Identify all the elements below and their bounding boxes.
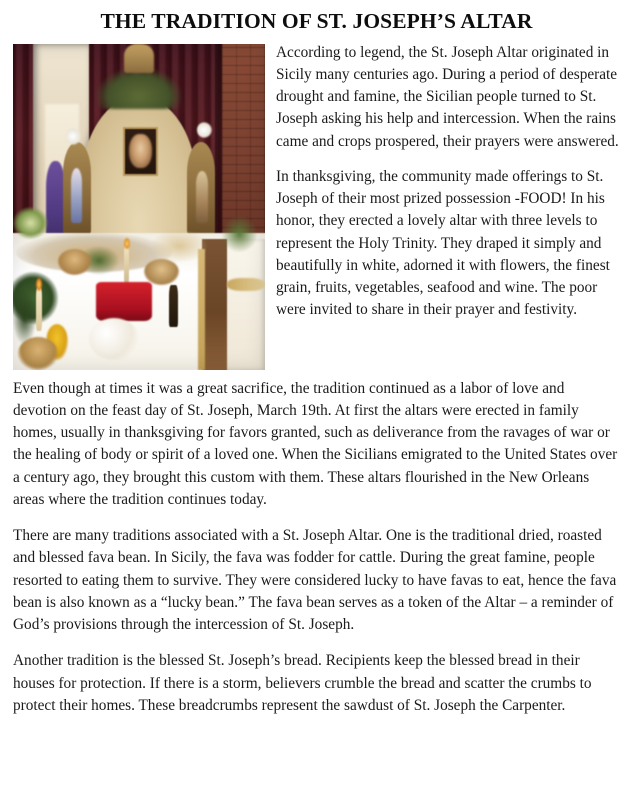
body-paragraph-5: Another tradition is the blessed St. Joseph’s bread. Recipients keep the blessed bread in their houses for protection. If there is a storm, believers crumble the bread and scatter the crumbs to protect their homes. These breadcrumbs represent the sawdust of St. Joseph the Carpenter. — [13, 652, 592, 714]
body-paragraph-4: There are many traditions associated with a St. Joseph Altar. One is the traditional dried, roasted and blessed fava bean. In Sicily, the fava was fodder for cattle. During the great famine, people resorted to eating them to survive. They were considered lucky to have favas to eat, hence the fava bean is also known as a “lucky bean.” The fava bean serves as a token of the Altar – a reminder of God’s provisions through the intercession of St. Joseph. — [13, 527, 617, 634]
column-paragraph-1: According to legend, the St. Joseph Altar originated in Sicily many centuries ago. During a period of desperate drought and famine, the Sicilian people turned to St. Joseph asking his help and intercession. When the rains came and crops prospered, their prayers were answered. — [276, 43, 619, 150]
column-paragraph-2: In thanksgiving, the community made offerings to St. Joseph of their most prized possession -FOOD! In his honor, they erected a lovely altar with three levels to represent the Holy Trinity. They draped it simply and beautifully in white, adorned it with flowers, the finest grain, fruits, vegetables, seafood and wine. The poor were invited to share in their prayer and festivity. — [276, 167, 610, 319]
altar-photo — [13, 44, 265, 370]
body-paragraph-3: Even though at times it was a great sacrifice, the tradition continued as a labor of love and devotion on the feast day of St. Joseph, March 19th. At first the altars were erected in family homes, usually in thanksgiving for favors granted, such as deliverance from the ravages of war or the healing of body or spirit of a loved one. When the Sicilians emigrated to the United States over a century ago, they brought this custom with them. These altars flourished in the New Orleans areas where the tradition continues today. — [13, 379, 618, 508]
page-title: THE TRADITION OF ST. JOSEPH’S ALTAR — [100, 9, 533, 33]
photo-softening-overlay — [13, 44, 265, 370]
document-page — [0, 9, 631, 802]
